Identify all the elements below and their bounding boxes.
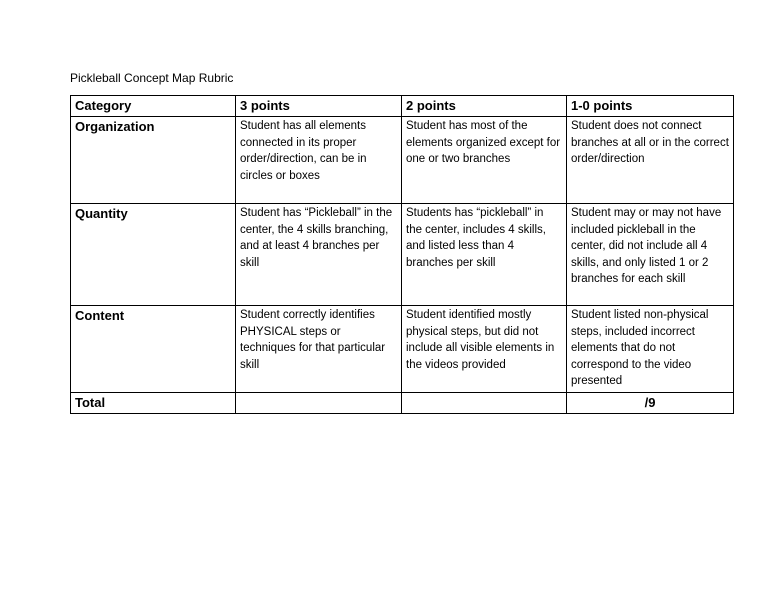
- criteria-cell: Student correctly identifies PHYSICAL steps or techniques for that particular skill: [236, 306, 402, 393]
- criteria-cell: Student does not connect branches at all or in the correct order/direction: [567, 117, 734, 204]
- criteria-cell: Student listed non-physical steps, included incorrect elements that do not correspond to the video presented: [567, 306, 734, 393]
- criteria-cell: Students has “pickleball” in the center, includes 4 skills, and listed less than 4 branches per skill: [402, 204, 567, 306]
- total-score: /9: [567, 393, 734, 414]
- criteria-cell: Student has all elements connected in its proper order/direction, can be in circles or boxes: [236, 117, 402, 204]
- header-1-0-points: 1-0 points: [567, 96, 734, 117]
- header-2-points: 2 points: [402, 96, 567, 117]
- header-row: [71, 96, 734, 117]
- criteria-cell: Student has “Pickleball” in the center, the 4 skills branching, and at least 4 branches per skill: [236, 204, 402, 306]
- total-empty-cell: [236, 393, 402, 414]
- table-row-quantity: [71, 204, 734, 306]
- criteria-cell: Student has most of the elements organized except for one or two branches: [402, 117, 567, 204]
- category-organization: Organization: [71, 117, 236, 204]
- header-3-points: 3 points: [236, 96, 402, 117]
- document-title: Pickleball Concept Map Rubric: [70, 71, 234, 85]
- rubric-table: [70, 95, 734, 414]
- total-empty-cell: [402, 393, 567, 414]
- criteria-cell: Student identified mostly physical steps, but did not include all visible elements in the videos provided: [402, 306, 567, 393]
- table-row-total: [71, 393, 734, 414]
- category-quantity: Quantity: [71, 204, 236, 306]
- total-label: Total: [71, 393, 236, 414]
- header-category: Category: [71, 96, 236, 117]
- criteria-cell: Student may or may not have included pickleball in the center, did not include all 4 skills, and only listed 1 or 2 branches for each skill: [567, 204, 734, 306]
- table-row-content: [71, 306, 734, 393]
- table-row-organization: [71, 117, 734, 204]
- category-content: Content: [71, 306, 236, 393]
